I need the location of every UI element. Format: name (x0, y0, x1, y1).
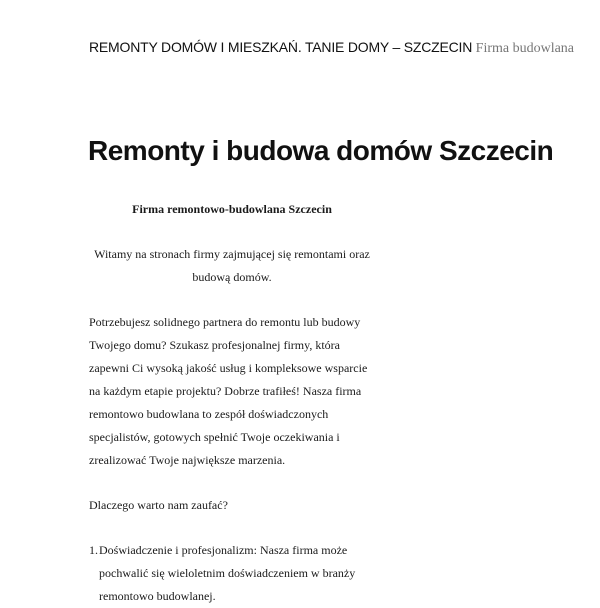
page-content (89, 198, 379, 608)
why-trust-paragraph: Dlaczego warto nam zaufać? (89, 498, 228, 512)
about-paragraph: Potrzebujesz solidnego partnera do remontu lub budowy Twojego domu? Szukasz profesjonalnej firmy, która zapewni Ci wysoką jakość usług i kompleksowe wsparcie na każdym etapie projektu? Dobrze trafiłeś! Nasza firma remontowo budowlana to zespół doświadczonych specjalistów, gotowych spełnić Twoje oczekiwania i zrealizować Twoje największe marzenia. (89, 315, 368, 467)
site-title-link[interactable]: REMONTY DOMÓW I MIESZKAŃ. TANIE DOMY – SZCZECIN (89, 39, 473, 55)
list-item-text: Doświadczenie i profesjonalizm: Nasza firma może pochwalić się wieloletnim doświadczeniem w branży remontowo budowlanej. (99, 543, 356, 603)
site-header (89, 38, 575, 58)
site-tagline: Firma budowlana (475, 41, 575, 56)
reasons-list (89, 539, 379, 608)
intro-paragraph: Witamy na stronach firmy zajmującej się remontami oraz budową domów. (94, 247, 370, 284)
list-item (89, 539, 379, 608)
page-title: Remonty i budowa domów Szczecin (88, 135, 554, 166)
page-subtitle: Firma remontowo-budowlana Szczecin (132, 202, 332, 216)
list-item-number: 1. (89, 543, 98, 557)
